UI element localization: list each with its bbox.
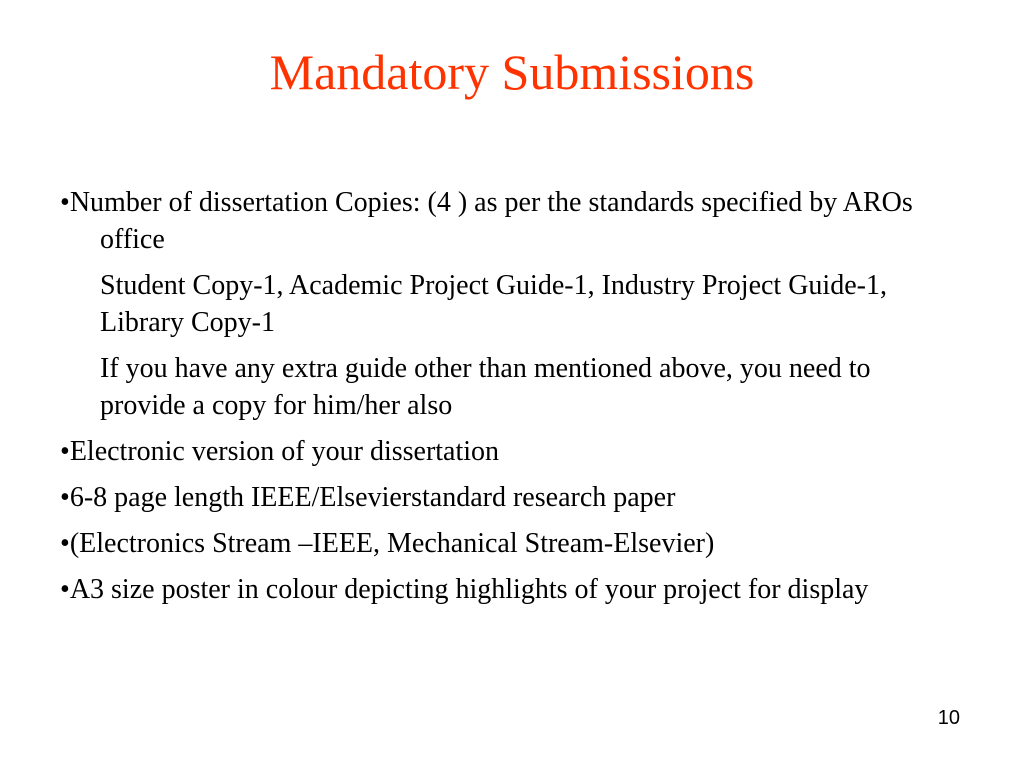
list-item-text: (Electronics Stream –IEEE, Mechanical Stream-Elsevier) <box>69 528 715 559</box>
submission-list <box>60 184 960 617</box>
list-item <box>60 525 960 562</box>
list-item-text: A3 size poster in colour depicting highlights of your project for display <box>69 574 869 605</box>
list-item <box>60 350 960 424</box>
list-item <box>60 479 960 516</box>
list-item-text: If you have any extra guide other than mentioned above, you need to provide a copy for him/her also <box>100 353 871 421</box>
list-item-text: 6-8 page length IEEE/Elsevierstandard research paper <box>69 482 676 513</box>
page-number: 10 <box>937 707 960 729</box>
slide-title: Mandatory Submissions <box>269 44 755 100</box>
list-item-text: Student Copy-1, Academic Project Guide-1, Industry Project Guide-1, Library Copy-1 <box>100 270 887 338</box>
list-item-text: Number of dissertation Copies: (4 ) as per the standards specified by AROs office <box>69 187 913 255</box>
list-item <box>60 571 960 608</box>
list-item <box>60 267 960 341</box>
list-item <box>60 433 960 470</box>
list-item-text: Electronic version of your dissertation <box>69 436 500 467</box>
list-item <box>60 184 960 258</box>
